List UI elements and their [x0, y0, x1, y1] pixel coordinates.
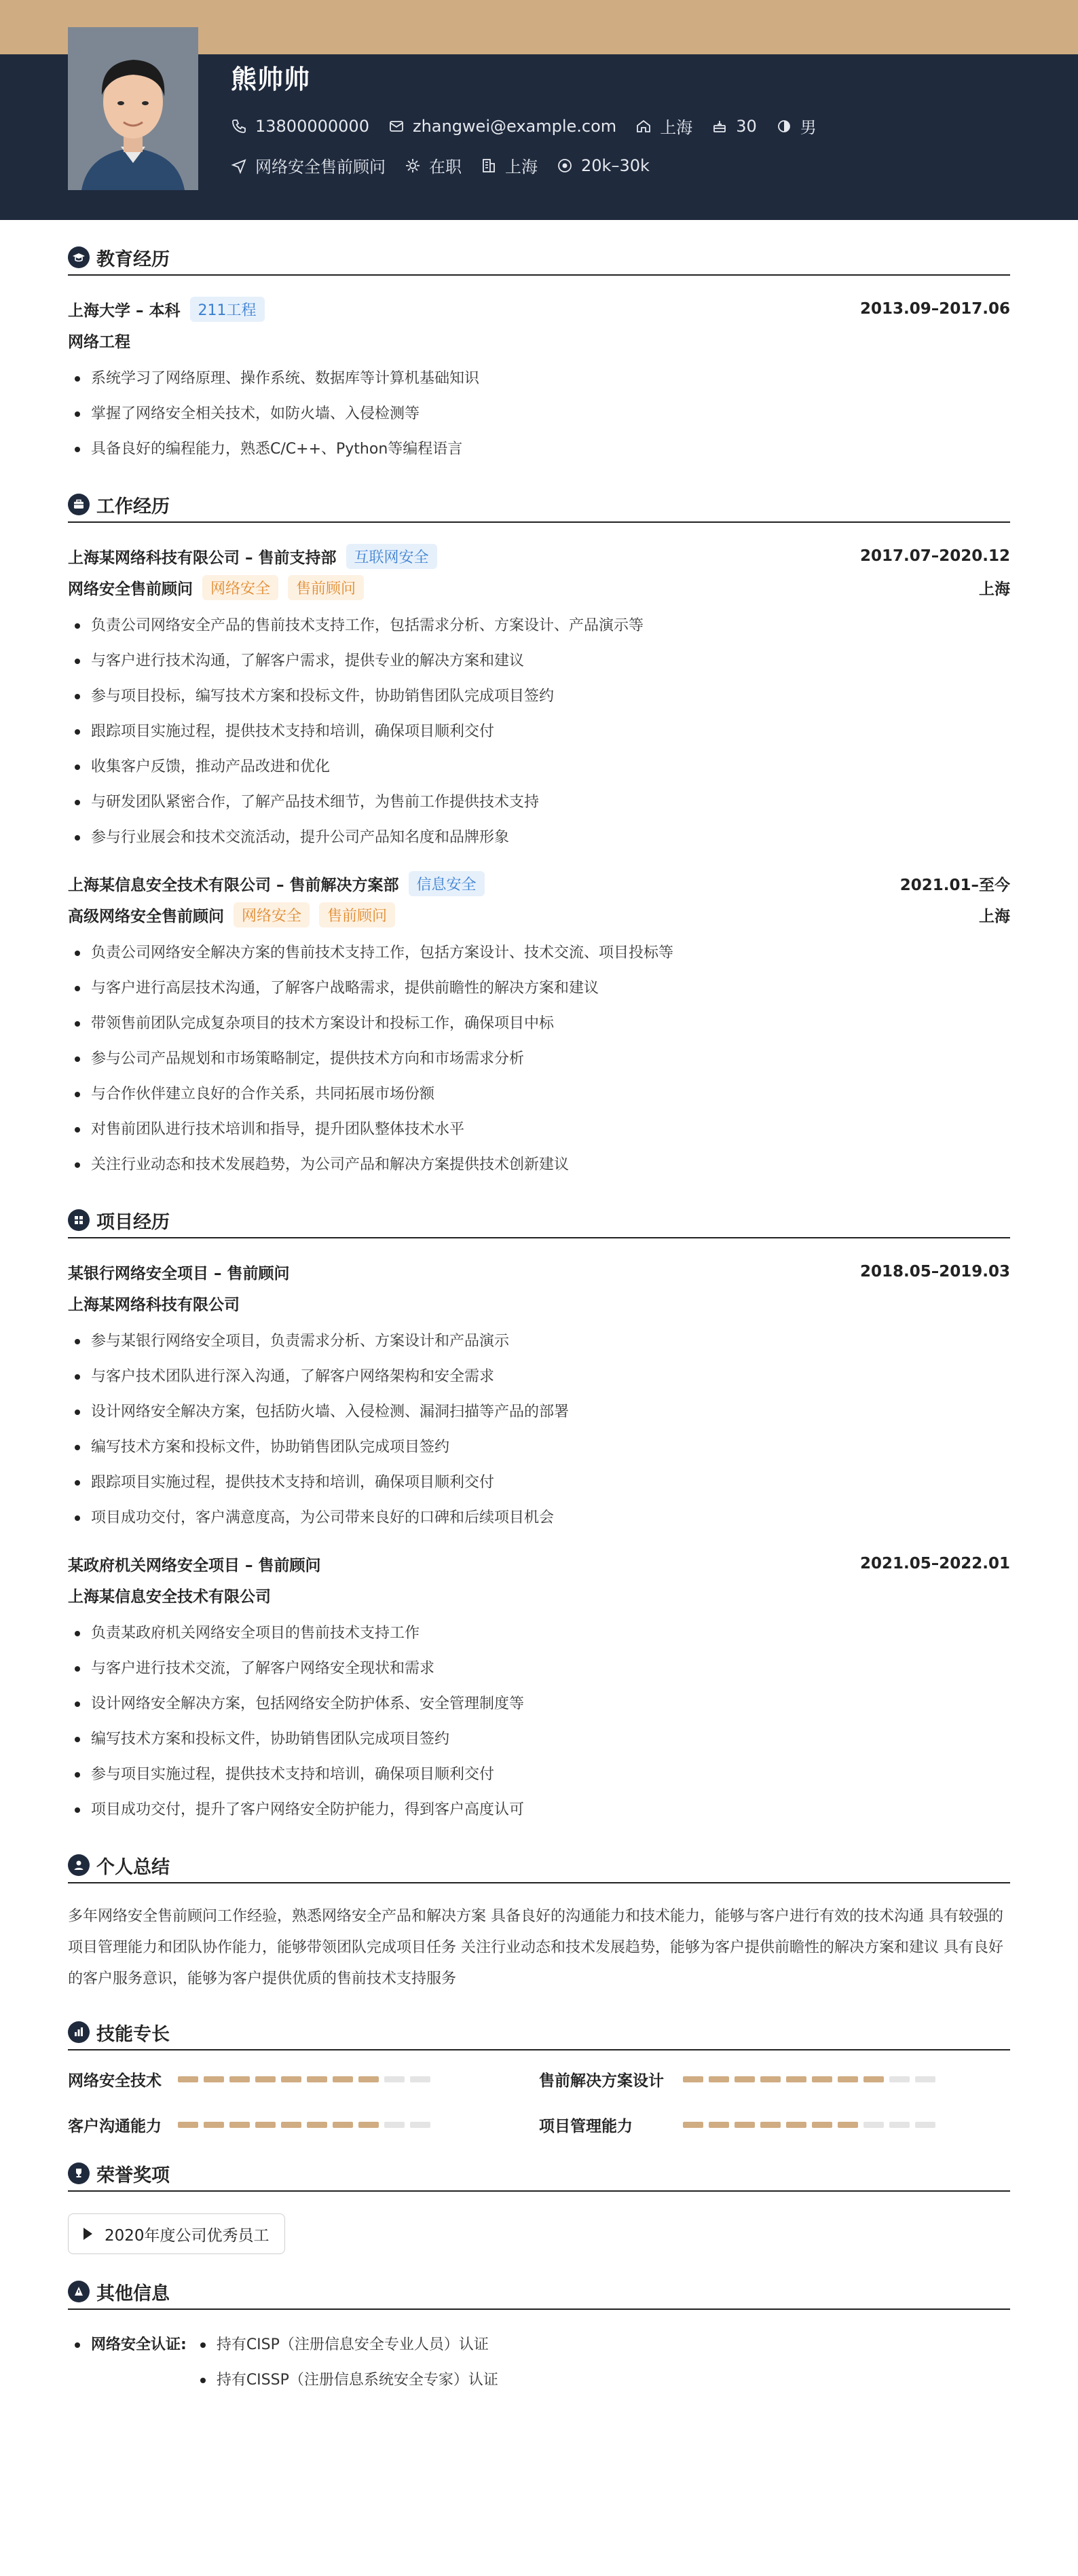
project-section	[68, 1209, 1010, 1828]
skill-bar-segment	[178, 2122, 198, 2128]
skill-bar-segment	[281, 2122, 301, 2128]
age-text: 30	[736, 116, 757, 136]
skill-name: 网络安全技术	[68, 2072, 162, 2090]
skill-bar-segment	[735, 2122, 755, 2128]
work-role-row	[68, 899, 1010, 930]
role-tag: 售前顾问	[288, 575, 364, 600]
target-city-text: 上海	[505, 158, 538, 177]
project-period: 2018.05–2019.03	[859, 1263, 1010, 1281]
skill-bar-segment	[709, 2122, 729, 2128]
skill-bar-segment	[410, 2122, 430, 2128]
briefcase-icon	[68, 494, 90, 515]
skill-item	[68, 2114, 539, 2136]
skill-name: 客户沟通能力	[68, 2118, 162, 2135]
skill-bar-segment	[838, 2076, 858, 2082]
list-item: 负责公司网络安全解决方案的售前技术支持工作，包括方案设计、技术交流、项目投标等	[68, 936, 1010, 971]
job-target-item	[231, 153, 386, 177]
industry-tag: 信息安全	[409, 871, 485, 896]
award-item[interactable]	[68, 2213, 285, 2254]
list-item: 与客户进行技术沟通，了解客户需求，提供专业的解决方案和建议	[68, 644, 1010, 679]
project-header	[68, 1209, 1010, 1238]
info-icon	[68, 2281, 90, 2302]
school-tag: 211工程	[190, 297, 265, 322]
gender-item	[776, 114, 817, 138]
location-text: 上海	[660, 118, 693, 137]
skill-item	[539, 2114, 1010, 2136]
email-text: zhangwei@example.com	[412, 116, 617, 136]
work-section	[68, 493, 1010, 1183]
skill-bar-segment	[178, 2076, 198, 2082]
coin-icon	[557, 158, 573, 174]
list-item: 参与项目投标，编写技术方案和投标文件，协助销售团队完成项目签约	[68, 679, 1010, 714]
skill-bar-segment	[384, 2122, 405, 2128]
mail-icon	[388, 118, 405, 134]
gender-text: 男	[800, 118, 817, 137]
other-header	[68, 2280, 1010, 2310]
list-item: 持有CISSP（注册信息系统安全专家）认证	[193, 2363, 498, 2398]
gear-icon	[405, 158, 421, 174]
project-company-row	[68, 1579, 1010, 1611]
list-item: 掌握了网络安全相关技术，如防火墙、入侵检测等	[68, 397, 1010, 432]
project-period: 2021.05–2022.01	[859, 1555, 1010, 1572]
skill-bar-segment	[760, 2076, 781, 2082]
work-period: 2021.01–至今	[899, 876, 1010, 894]
skill-bar-segment	[358, 2122, 379, 2128]
list-item: 系统学习了网络原理、操作系统、数据库等计算机基础知识	[68, 361, 1010, 397]
role-name: 高级网络安全售前顾问	[68, 907, 224, 925]
list-item: 具备良好的编程能力，熟悉C/C++、Python等编程语言	[68, 432, 1010, 467]
graduation-cap-icon	[68, 246, 90, 268]
summary-header	[68, 1854, 1010, 1883]
avatar-portrait	[68, 27, 198, 190]
work-header	[68, 493, 1010, 523]
salary-item	[557, 156, 650, 175]
education-title: 教育经历	[96, 249, 170, 270]
list-item: 持有CISP（注册信息安全专业人员）认证	[193, 2327, 498, 2363]
list-item: 编写技术方案和投标文件，协助销售团队完成项目签约	[68, 1430, 1010, 1465]
skill-bar-segment	[307, 2076, 327, 2082]
skill-bar-segment	[281, 2076, 301, 2082]
list-item: 与客户技术团队进行深入沟通，了解客户网络架构和安全需求	[68, 1359, 1010, 1395]
industry-tag: 互联网安全	[346, 544, 437, 569]
summary-title: 个人总结	[96, 1856, 170, 1878]
awards-header	[68, 2162, 1010, 2192]
list-item: 跟踪项目实施过程，提供技术支持和培训，确保项目顺利交付	[68, 714, 1010, 750]
job-target-text: 网络安全售前顾问	[255, 158, 386, 177]
email-item	[388, 117, 616, 136]
skill-bar-segment	[838, 2122, 858, 2128]
skill-bar-segment	[786, 2076, 806, 2082]
project-name-row	[68, 1548, 1010, 1579]
phone-item	[231, 117, 369, 136]
skill-bar	[683, 2122, 941, 2128]
age-item	[711, 117, 757, 136]
skill-bar-segment	[255, 2076, 276, 2082]
list-item: 与研发团队紧密合作，了解产品技术细节，为售前工作提供技术支持	[68, 785, 1010, 820]
caret-right-icon	[83, 2228, 92, 2240]
skills-grid	[68, 2068, 1010, 2136]
work-title: 工作经历	[96, 496, 170, 517]
candidate-name: 熊帅帅	[231, 65, 311, 94]
list-item: 带领售前团队完成复杂项目的技术方案设计和投标工作，确保项目中标	[68, 1006, 1010, 1042]
home-icon	[635, 118, 652, 134]
list-item: 设计网络安全解决方案，包括防火墙、入侵检测、漏洞扫描等产品的部署	[68, 1395, 1010, 1430]
role-name: 网络安全售前顾问	[68, 580, 193, 598]
skill-bar-segment	[863, 2122, 884, 2128]
avatar	[68, 27, 198, 190]
list-item: 关注行业动态和技术发展趋势，为公司产品和解决方案提供技术创新建议	[68, 1147, 1010, 1183]
project-company: 上海某信息安全技术有限公司	[68, 1587, 271, 1606]
list-item: 项目成功交付，提升了客户网络安全防护能力，得到客户高度认可	[68, 1792, 1010, 1828]
work-entry-2	[68, 868, 1010, 1183]
skill-bar-segment	[915, 2076, 935, 2082]
phone-icon	[231, 118, 247, 134]
work-bullets	[68, 936, 1010, 1183]
cert-list	[193, 2327, 498, 2398]
skill-bar-segment	[307, 2122, 327, 2128]
skill-bar-segment	[863, 2076, 884, 2082]
project-company: 上海某网络科技有限公司	[68, 1295, 240, 1314]
user-icon	[68, 1854, 90, 1876]
skill-bar	[683, 2076, 941, 2082]
education-section	[68, 246, 1010, 467]
list-item: 与客户进行技术交流，了解客户网络安全现状和需求	[68, 1651, 1010, 1687]
project-name: 某政府机关网络安全项目 – 售前顾问	[68, 1556, 321, 1575]
contact-row	[231, 114, 836, 138]
skill-bar-segment	[410, 2076, 430, 2082]
list-item: 负责某政府机关网络安全项目的售前技术支持工作	[68, 1616, 1010, 1651]
work-period: 2017.07–2020.12	[859, 547, 1010, 565]
skill-bar-segment	[683, 2122, 703, 2128]
skill-bar-segment	[735, 2076, 755, 2082]
company-name: 上海某网络科技有限公司 – 售前支持部	[68, 549, 337, 567]
work-city: 上海	[979, 907, 1010, 925]
list-item: 设计网络安全解决方案，包括网络安全防护体系、安全管理制度等	[68, 1687, 1010, 1722]
education-entry	[68, 293, 1010, 467]
education-row	[68, 293, 1010, 325]
skill-bar-segment	[204, 2122, 224, 2128]
skill-bar	[178, 2122, 436, 2128]
gender-icon	[776, 118, 792, 134]
summary-section	[68, 1854, 1010, 1995]
skill-name: 项目管理能力	[539, 2118, 633, 2135]
work-company-row	[68, 868, 1010, 899]
list-item: 参与项目实施过程，提供技术支持和培训，确保项目顺利交付	[68, 1757, 1010, 1792]
skill-bar-segment	[204, 2076, 224, 2082]
company-name: 上海某信息安全技术有限公司 – 售前解决方案部	[68, 876, 399, 894]
awards-title: 荣誉奖项	[96, 2165, 170, 2186]
skill-bar-segment	[889, 2076, 910, 2082]
status-item	[405, 153, 462, 177]
trophy-icon	[68, 2163, 90, 2184]
role-tag: 网络安全	[202, 575, 278, 600]
target-city-item	[481, 153, 538, 177]
major-row	[68, 325, 1010, 356]
list-item: 与客户进行高层技术沟通，了解客户战略需求，提供前瞻性的解决方案和建议	[68, 971, 1010, 1006]
grid-icon	[68, 1209, 90, 1231]
skill-bar-segment	[889, 2122, 910, 2128]
skills-header	[68, 2021, 1010, 2050]
skill-bar-segment	[255, 2122, 276, 2128]
project-name-row	[68, 1256, 1010, 1287]
phone-text: 13800000000	[255, 116, 369, 136]
skill-item	[539, 2068, 1010, 2091]
skill-bar-segment	[812, 2076, 832, 2082]
skills-section	[68, 2021, 1010, 2136]
list-item: 参与某银行网络安全项目，负责需求分析、方案设计和产品演示	[68, 1324, 1010, 1359]
building-icon	[481, 158, 497, 174]
send-icon	[231, 158, 247, 174]
skill-bar-segment	[683, 2076, 703, 2082]
project-title: 项目经历	[96, 1211, 170, 1233]
project-company-row	[68, 1287, 1010, 1319]
skill-bar-segment	[786, 2122, 806, 2128]
list-item: 项目成功交付，客户满意度高，为公司带来良好的口碑和后续项目机会	[68, 1501, 1010, 1536]
role-tag: 售前顾问	[319, 902, 395, 927]
education-bullets	[68, 361, 1010, 467]
skill-bar-segment	[812, 2122, 832, 2128]
work-bullets	[68, 608, 1010, 855]
job-intent-row	[231, 153, 669, 177]
skills-title: 技能专长	[96, 2023, 170, 2045]
major-name: 网络工程	[68, 333, 130, 351]
skill-bar-segment	[333, 2076, 353, 2082]
skill-item	[68, 2068, 539, 2091]
list-item: 负责公司网络安全产品的售前技术支持工作，包括需求分析、方案设计、产品演示等	[68, 608, 1010, 644]
skill-bar-segment	[229, 2076, 250, 2082]
other-title: 其他信息	[96, 2283, 170, 2304]
project-entry-1	[68, 1256, 1010, 1536]
education-header	[68, 246, 1010, 276]
other-section	[68, 2280, 1010, 2398]
cake-icon	[711, 118, 728, 134]
awards-section	[68, 2162, 1010, 2254]
skill-bar-segment	[915, 2122, 935, 2128]
skill-name: 售前解决方案设计	[539, 2072, 664, 2090]
resume-content	[68, 220, 1010, 2398]
list-item: 编写技术方案和投标文件，协助销售团队完成项目签约	[68, 1722, 1010, 1757]
other-info	[68, 2327, 1010, 2398]
chart-icon	[68, 2021, 90, 2043]
skill-bar-segment	[384, 2076, 405, 2082]
project-name: 某银行网络安全项目 – 售前顾问	[68, 1264, 290, 1283]
skill-bar-segment	[760, 2122, 781, 2128]
work-company-row	[68, 540, 1010, 572]
skill-bar-segment	[709, 2076, 729, 2082]
list-item: 对售前团队进行技术培训和指导，提升团队整体技术水平	[68, 1112, 1010, 1147]
list-item: 跟踪项目实施过程，提供技术支持和培训，确保项目顺利交付	[68, 1465, 1010, 1501]
list-item: 收集客户反馈，推动产品改进和优化	[68, 750, 1010, 785]
skill-bar-segment	[229, 2122, 250, 2128]
project-bullets	[68, 1616, 1010, 1828]
status-text: 在职	[429, 158, 462, 177]
award-text: 2020年度公司优秀员工	[105, 2226, 270, 2245]
education-period: 2013.09–2017.06	[859, 300, 1010, 318]
skill-bar-segment	[333, 2122, 353, 2128]
list-item: 参与公司产品规划和市场策略制定，提供技术方向和市场需求分析	[68, 1042, 1010, 1077]
work-entry-1	[68, 540, 1010, 855]
school-name: 上海大学 – 本科	[68, 301, 181, 320]
work-city: 上海	[979, 580, 1010, 598]
list-item: 与合作伙伴建立良好的合作关系，共同拓展市场份额	[68, 1077, 1010, 1112]
cert-label: 网络安全认证:	[68, 2327, 187, 2398]
summary-text: 多年网络安全售前顾问工作经验，熟悉网络安全产品和解决方案 具备良好的沟通能力和技术能力，能够与客户进行有效的技术沟通 具有较强的项目管理能力和团队协作能力，能够带领团队完成项目任务 关注行业动态和技术发展趋势，能够为客户提供前瞻性的解决方案和建议 具有良好的客户服务意识，能够为客户提供优质的售前技术支持服务	[68, 1908, 1003, 1987]
project-entry-2	[68, 1548, 1010, 1828]
salary-text: 20k–30k	[581, 155, 650, 175]
list-item: 参与行业展会和技术交流活动，提升公司产品知名度和品牌形象	[68, 820, 1010, 855]
location-item	[635, 114, 692, 138]
work-role-row	[68, 572, 1010, 603]
skill-bar	[178, 2076, 436, 2082]
project-bullets	[68, 1324, 1010, 1536]
skill-bar-segment	[358, 2076, 379, 2082]
role-tag: 网络安全	[234, 902, 310, 927]
